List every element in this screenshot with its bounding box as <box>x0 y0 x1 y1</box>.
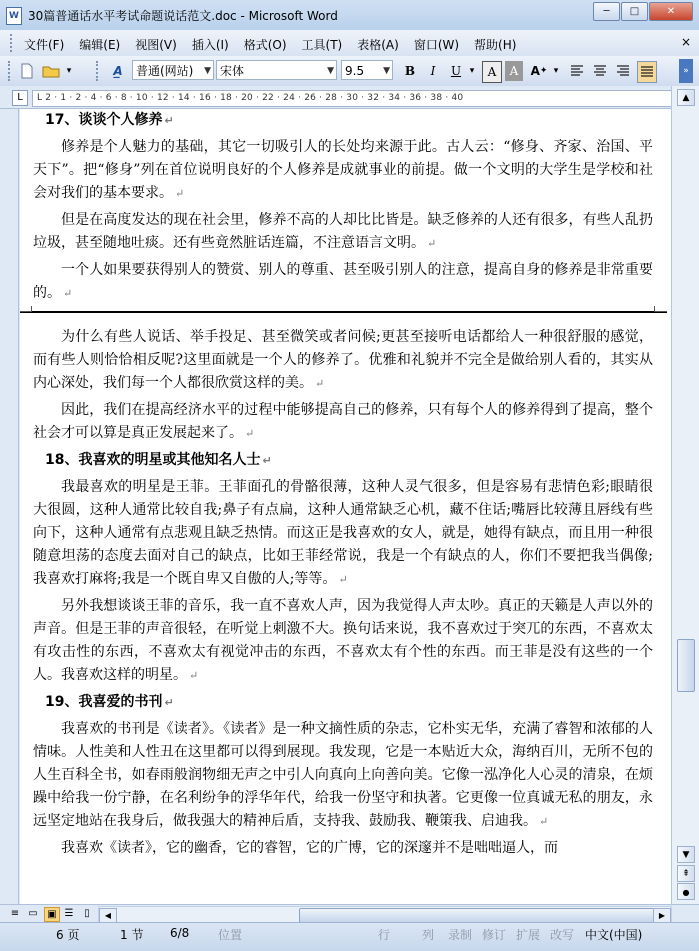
previous-page-icon[interactable]: ⇞ <box>677 865 695 882</box>
paragraph: 我喜欢的书刊是《读者》。《读者》是一种文摘性质的杂志，它朴实无华，充满了睿智和浓郁的人情味。人性美和人性丑在这里都可以得到展现。我发现，它是一本贴近大众，海纳百川，无所不包的人生百科全书，如春雨般润物细无声之中引人向真向上向善向美。它像一泓净化人心灵的清泉，在烦躁中给我一份宁静，在名利纷争的浮华年代，给我一份坚守和执著。它更像一位真诚无私的朋友，永远坚定地站在我身后，做我强大的精神后盾，支持我、鼓励我、鞭策我、启迪我。 ↵ <box>33 721 653 829</box>
chevron-down-icon: ▼ <box>383 66 390 76</box>
toolbar-options-icon[interactable]: » <box>679 59 693 83</box>
tab-selector-icon[interactable]: L <box>12 90 28 106</box>
font-value: 宋体 <box>220 64 245 78</box>
maximize-button[interactable]: □ <box>621 2 648 21</box>
ruler-area <box>0 86 699 109</box>
status-page: 6 页 <box>56 928 80 942</box>
close-button[interactable]: ✕ <box>649 2 693 21</box>
horizontal-scroll-track[interactable] <box>98 906 672 923</box>
status-extend[interactable]: 扩展 <box>516 928 541 942</box>
highlight-button[interactable] <box>528 61 550 81</box>
sparkle-icon: ✦ <box>539 66 548 76</box>
menu-edit[interactable]: 编辑(E) <box>79 38 121 52</box>
status-bar <box>0 922 699 951</box>
status-track-changes[interactable]: 修订 <box>482 928 507 942</box>
page-break <box>20 311 667 318</box>
status-overtype[interactable]: 改写 <box>550 928 575 942</box>
heading-19: 19、我喜爱的书刊 ↵ <box>45 694 174 710</box>
menu-window[interactable]: 窗口(W) <box>413 38 460 52</box>
heading-18: 18、我喜欢的明星或其他知名人士 ↵ <box>45 452 272 468</box>
new-document-icon[interactable] <box>18 61 36 81</box>
justify-icon[interactable] <box>637 61 657 83</box>
font-size-value: 9.5 <box>345 64 365 78</box>
paragraph: 因此，我们在提高经济水平的过程中能够提高自己的修养，只有每个人的修养得到了提高，整个社会才可以算是真正发展起来了。 ↵ <box>33 402 653 441</box>
paragraph: 我喜欢《读者》，它的幽香，它的睿智，它的广博，它的深邃并不是咄咄逼人，而 <box>61 840 558 856</box>
menu-grip-icon[interactable] <box>10 34 16 52</box>
menu-table[interactable]: 表格(A) <box>357 38 399 52</box>
highlight-options-icon[interactable]: ▾ <box>553 66 559 76</box>
align-left-icon[interactable] <box>568 61 586 81</box>
menu-insert[interactable]: 插入(I) <box>191 38 229 52</box>
toolbar-grip-icon-2[interactable] <box>96 61 102 81</box>
status-language: 中文(中国) <box>585 928 643 942</box>
status-position: 位置 <box>218 928 243 942</box>
menu-tools[interactable]: 工具(T) <box>301 38 343 52</box>
toolbar-grip-icon[interactable] <box>8 61 14 81</box>
font-color-button[interactable]: A <box>482 61 502 83</box>
menu-bar <box>0 30 699 57</box>
align-right-icon[interactable] <box>614 61 632 81</box>
paragraph: 为什么有些人说话、举手投足、甚至微笑或者问候;更甚至接听电话都给人一种很舒服的感觉，而有些人则恰恰相反呢?这里面就是一个人的修养了。优雅和礼貌并不完全是做给别人看的，其实从内心深处，我们每一个人都很欣赏这样的美。 ↵ <box>33 329 653 391</box>
paragraph: 但是在高度发达的现在社会里，修养不高的人却比比皆是。缺乏修养的人还有很多，有些人乱扔垃圾，甚至随地吐痰。还有些竟然脏话连篇，不注意语言文明。 ↵ <box>33 212 653 251</box>
status-section: 1 节 <box>120 928 144 942</box>
close-document-button[interactable]: × <box>680 35 691 49</box>
reading-view-icon[interactable]: ▯ <box>84 908 90 919</box>
paragraph: 另外我想谈谈王菲的音乐，我一直不喜欢人声，因为我觉得人声太吵。真正的天籁是人声以外的声音。但是王菲的声音很轻，在听觉上刺激不大。换句话来说，我不喜欢过于突兀的东西，不喜欢太有攻击性的东西，不喜欢太有视觉冲击的东西，不喜欢太有个性的东西。而王菲是没有这些的一个人。我喜欢这样的明星。 ↵ <box>33 598 653 683</box>
document-page[interactable] <box>20 109 671 904</box>
ruler-numbers: L 2 · 1 · 2 · 4 · 6 · 8 · 10 · 12 · 14 · 16 · 18 · 20 · 22 · 24 · 26 · 28 · 30 · 32 · 34 · 36 · 38 · 40 <box>37 93 464 103</box>
heading-17: 17、谈谈个人修养 ↵ <box>45 112 174 128</box>
underline-options-icon[interactable]: ▾ <box>469 66 475 76</box>
style-value: 普通(网站) <box>136 64 194 78</box>
open-folder-icon[interactable] <box>40 61 62 81</box>
window-controls <box>592 2 693 21</box>
menu-view[interactable]: 视图(V) <box>135 38 177 52</box>
print-layout-view-icon[interactable]: ▣ <box>44 907 60 922</box>
vertical-scrollbar[interactable] <box>671 86 699 904</box>
style-dropdown[interactable] <box>132 60 214 80</box>
chevron-down-icon: ▼ <box>327 66 334 76</box>
align-center-icon[interactable] <box>591 61 609 81</box>
vertical-scroll-thumb[interactable] <box>677 639 695 692</box>
bold-button[interactable]: B <box>404 64 416 78</box>
styles-icon[interactable]: A̲ <box>113 64 123 78</box>
character-shading-button[interactable]: A <box>505 61 523 81</box>
scroll-right-arrow-icon[interactable]: ▶ <box>653 908 671 923</box>
formatting-toolbar <box>0 56 699 87</box>
menu-help[interactable]: 帮助(H) <box>474 38 517 52</box>
web-view-icon[interactable]: ▭ <box>28 908 38 919</box>
highlight-label: A <box>530 64 540 78</box>
menu-format[interactable]: 格式(O) <box>243 38 287 52</box>
paragraph: 一个人如果要获得别人的赞赏、别人的尊重、甚至吸引别人的注意，提高自身的修养是非常重要的。 ↵ <box>33 262 653 301</box>
scroll-down-arrow-icon[interactable]: ▼ <box>677 846 695 863</box>
font-dropdown[interactable] <box>216 60 337 80</box>
horizontal-ruler[interactable] <box>32 90 674 107</box>
status-column: 列 <box>422 928 435 942</box>
document-body[interactable] <box>33 109 653 864</box>
status-line: 行 <box>378 928 391 942</box>
horizontal-scroll-thumb[interactable] <box>299 908 661 923</box>
scroll-left-arrow-icon[interactable]: ◀ <box>99 908 117 923</box>
title-bar <box>0 0 699 31</box>
chevron-down-icon: ▼ <box>204 66 211 76</box>
scroll-up-arrow-icon[interactable]: ▲ <box>677 89 695 106</box>
status-record[interactable]: 录制 <box>448 928 473 942</box>
paragraph: 修养是个人魅力的基础，其它一切吸引人的长处均来源于此。古人云：“修身、齐家、治国、平天下”。把“修身”列在首位说明良好的个人修养是成就事业的前提。做一个文明的大学生是学校和社会对我们的基本要求。 ↵ <box>33 139 653 201</box>
browse-object-icon[interactable]: ● <box>677 883 695 900</box>
italic-button[interactable]: I <box>430 64 436 78</box>
toolbar-overflow-icon[interactable]: ▾ <box>66 66 72 76</box>
underline-button[interactable]: U <box>450 64 462 78</box>
word-app-icon: W <box>6 7 22 25</box>
vertical-ruler <box>0 109 19 904</box>
horizontal-scrollbar-row <box>0 904 699 923</box>
window-title: 30篇普通话水平考试命题说话范文.doc - Microsoft Word <box>28 9 338 23</box>
normal-view-icon[interactable]: ≡ <box>10 908 20 919</box>
font-size-dropdown[interactable] <box>341 60 393 80</box>
outline-view-icon[interactable]: ☰ <box>64 908 74 919</box>
menu-file[interactable]: 文件(F) <box>24 38 65 52</box>
minimize-button[interactable]: ─ <box>593 2 620 21</box>
status-page-count: 6/8 <box>170 926 190 940</box>
paragraph: 我最喜欢的明星是王菲。王菲面孔的骨骼很薄，这种人灵气很多，但是容易有悲情色彩;眼睛很大很圆，这种人通常比较自我;鼻子有点扁，这种人通常缺乏心机，藏不住话;嘴唇比较薄且唇线有些向下，这种人通常有点悲观且缺乏热情。而这正是我喜欢的女人，就是，她得有缺点，而且用一种很随意坦荡的态度去面对自己的缺点，比如王菲经常说，我是一个有缺点的人，你们不要把我当偶像;我喜欢打麻将;我是一个既自卑又自傲的人;等等。 ↵ <box>33 479 653 587</box>
